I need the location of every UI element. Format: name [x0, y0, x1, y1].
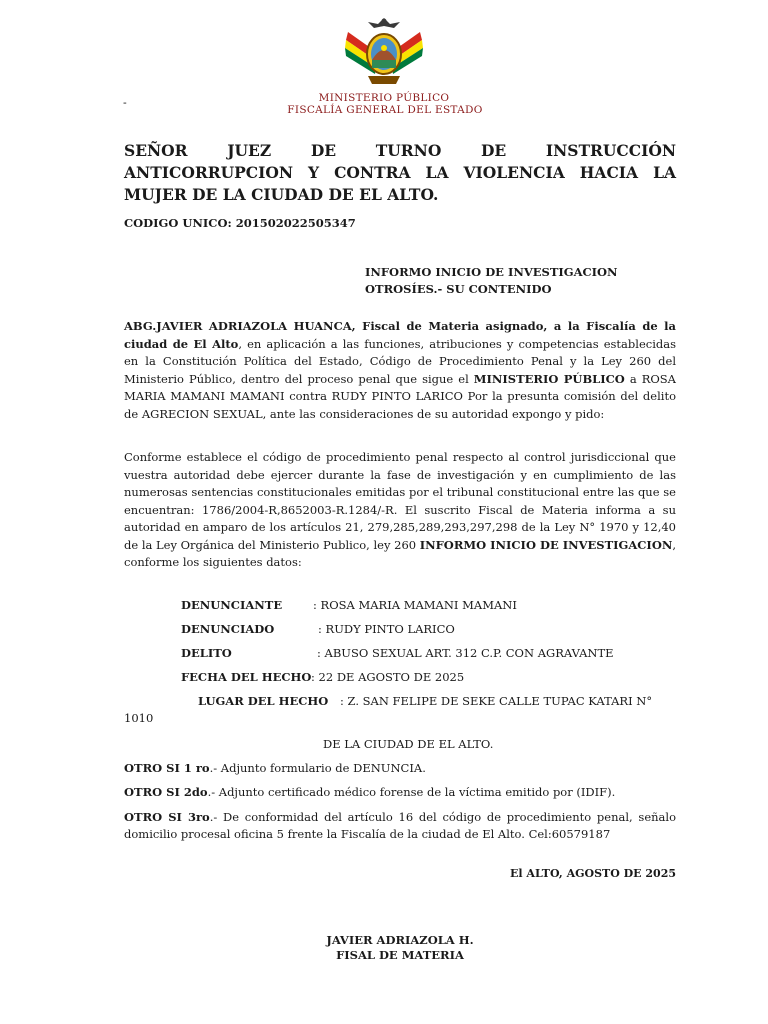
lugar-continuation: 1010 — [124, 711, 154, 725]
otrosi-1-text: .- Adjunto formulario de DENUNCIA. — [209, 761, 426, 775]
delito-value: : ABUSO SEXUAL ART. 312 C.P. CON AGRAVANTE — [317, 646, 614, 660]
signature-role: FISAL DE MATERIA — [336, 948, 464, 962]
otrosi-2 — [124, 784, 676, 801]
denunciante-value: : ROSA MARIA MAMANI MAMANI — [313, 598, 517, 612]
otrosi-3-text: .- De conformidad del artículo 16 del código de procedimiento penal, señalo domicilio procesal oficina 5 frente la Fiscalía de la ciudad de El Alto. Cel:60579187 — [124, 810, 676, 841]
body-text2: , conforme los siguientes datos: — [124, 537, 676, 569]
reference-line2: OTROSÍES.- SU CONTENIDO — [365, 282, 552, 296]
intro-paragraph — [124, 318, 676, 423]
fecha-label: FECHA DEL HECHO — [181, 670, 312, 684]
org-name-line1: MINISTERIO PÚBLICO — [318, 92, 450, 104]
denunciado-value: : RUDY PINTO LARICO — [318, 622, 455, 636]
delito-label: DELITO — [181, 646, 232, 660]
reference-line1: INFORMO INICIO DE INVESTIGACION — [365, 265, 618, 279]
otrosi-1-label: OTRO SI 1 ro — [124, 761, 210, 775]
lugar-label: LUGAR DEL HECHO — [198, 694, 329, 708]
body-paragraph — [124, 449, 676, 572]
detail-denunciado — [181, 622, 455, 636]
body-bold: INFORMO INICIO DE INVESTIGACION — [419, 537, 673, 552]
coat-of-arms-logo — [338, 14, 430, 90]
intro-text1: , en aplicación a las funciones, atribuciones y competencias establecidas en la Constitución Política del Estado, Código de Procedimiento Penal y la Ley 260 del Ministerio Público, dentro del proceso penal que sigue el — [124, 336, 676, 386]
otrosi-3-label: OTRO SI 3ro — [124, 810, 210, 824]
signature-name: JAVIER ADRIAZOLA H. — [326, 933, 474, 947]
otrosi-1 — [124, 760, 676, 777]
document-title: SEÑOR JUEZ DE TURNO DE INSTRUCCIÓN ANTICORRUPCION Y CONTRA LA VIOLENCIA HACIA LA MUJER DE LA CIUDAD DE EL ALTO. — [124, 141, 676, 204]
denunciado-label: DENUNCIADO — [181, 622, 275, 636]
denunciante-label: DENUNCIANTE — [181, 598, 283, 612]
detail-denunciante — [181, 598, 517, 612]
intro-bold-mid: MINISTERIO PÚBLICO — [473, 371, 625, 386]
lugar-value: : Z. SAN FELIPE DE SEKE CALLE TUPAC KATARI N° — [340, 694, 653, 708]
intro-text2: a ROSA MARIA MAMANI MAMANI contra RUDY PINTO LARICO Por la presunta comisión del delito de AGRECION SEXUAL, ante las consideraciones de su autoridad expongo y pido: — [124, 371, 676, 421]
detail-delito — [181, 646, 614, 660]
fecha-value: : 22 DE AGOSTO DE 2025 — [311, 670, 465, 684]
detail-fecha — [181, 670, 465, 684]
header-dash: - — [123, 96, 127, 109]
intro-bold-start: ABG.JAVIER ADRIAZOLA HUANCA, Fiscal de Materia asignado, a la Fiscalía de la ciudad de El Alto — [124, 319, 676, 351]
place-date: El ALTO, AGOSTO DE 2025 — [510, 867, 676, 880]
org-name-line2: FISCALÍA GENERAL DEL ESTADO — [287, 104, 483, 116]
otrosi-3 — [124, 809, 676, 843]
reference-block — [365, 264, 618, 298]
detail-lugar — [198, 694, 653, 708]
otrosi-2-label: OTRO SI 2do — [124, 785, 208, 799]
lugar-line2: DE LA CIUDAD DE EL ALTO. — [323, 737, 494, 751]
otrosi-2-text: .- Adjunto certificado médico forense de la víctima emitido por (IDIF). — [207, 785, 616, 799]
body-text1: Conforme establece el código de procedimiento penal respecto al control jurisdiccional que vuestra autoridad debe ejercer durante la fase de investigación y en cumplimiento de las numerosas sentencias constitucionales emitidas por el tribunal constitucional entre las que se encuentran: 1786/2004-R,8652003-R.1284/-R. El suscrito Fiscal de Materia informa a su autoridad en amparo de los artículos 21, 279,285,289,293,297,298 de la Ley N° 1970 y 12,40 de la Ley Orgánica del Ministerio Publico, ley 260 — [124, 450, 676, 552]
codigo-unico: CODIGO UNICO: 201502022505347 — [124, 216, 356, 230]
